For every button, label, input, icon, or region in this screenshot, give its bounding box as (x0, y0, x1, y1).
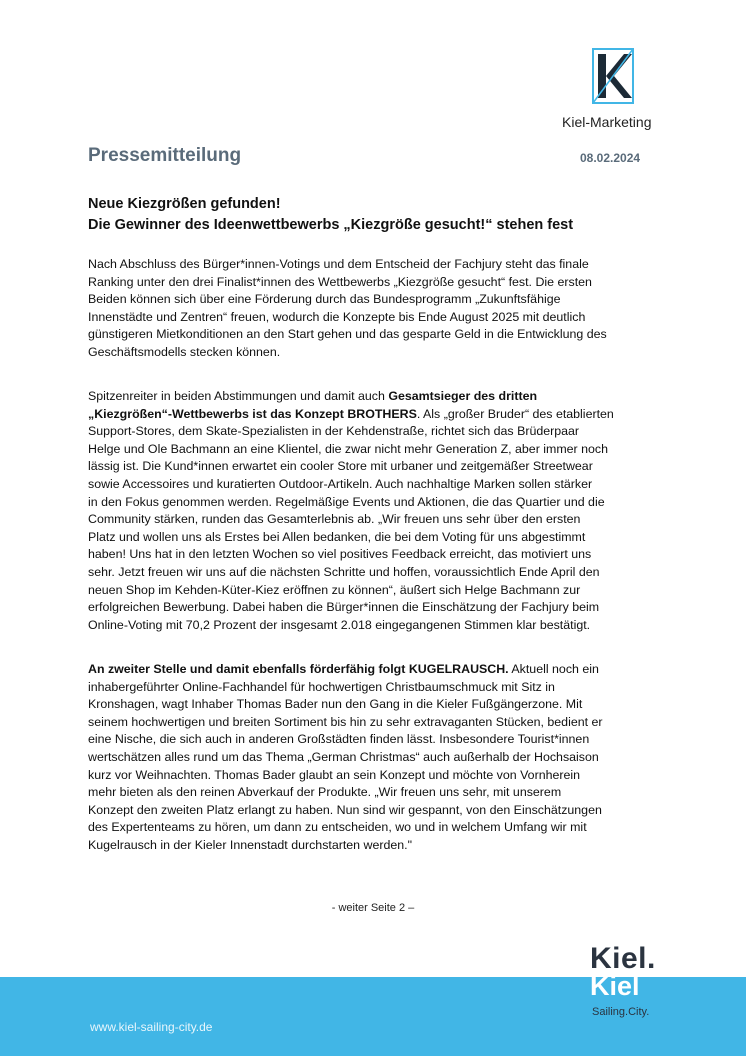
text-line: des Expertenteams zu hören, um dann zu entscheiden, wo und in welchem Umfang wir mit (88, 820, 587, 835)
headline-line: Die Gewinner des Ideenwettbewerbs „Kiezgröße gesucht!“ stehen fest (88, 217, 574, 233)
text-line: Kronshagen, wagt Inhaber Thomas Bader nun den Gang in die Kieler Fußgängerzone. Mit (88, 697, 583, 712)
text-line: günstigeren Mietkonditionen an den Start gehen und das gesparte Geld in die Entwicklung des (88, 327, 607, 342)
paragraph-kugelrausch (88, 661, 688, 855)
text-line: Geschäftsmodells stecken können. (88, 344, 281, 359)
brand-tagline: Sailing.City. (592, 1006, 650, 1018)
text-line: Konzept den zweiten Platz erlangt zu haben. Nun sind wir gespannt, von den Einschätzungen (88, 802, 602, 817)
headline-line: Neue Kiezgrößen gefunden! (88, 196, 281, 212)
text-span: . Als „großer Bruder“ des etablierten (416, 406, 614, 421)
page-title: Pressemitteilung (88, 145, 242, 166)
brand-bottom: Kiel (590, 971, 640, 1001)
text-line (88, 661, 688, 679)
text-line: Helge und Ole Bachmann an eine Klientel, die zwar nicht mehr Generation Z, aber immer noch (88, 441, 608, 456)
text-span: Aktuell noch ein (508, 662, 599, 676)
paragraph-intro (88, 256, 688, 362)
text-line: Online-Voting mit 70,2 Prozent der insgesamt 2.018 eingegangenen Stimmen klar bestätigt. (88, 617, 591, 632)
paragraph-brothers (88, 388, 688, 634)
brand-top: Kiel. (590, 942, 656, 975)
text-line: erfolgreichen Bewerbung. Dabei haben die Bürger*innen die Einschätzung der Fachjury beim (88, 600, 600, 615)
text-line: eine Nische, die sich auch in anderen Großstädten finden lässt. Insbesondere Tourist*innen (88, 732, 590, 747)
text-line: haben! Uns hat in den letzten Wochen so viel positives Feedback erreicht, das motiviert uns (88, 547, 592, 562)
bold-text: „Kiezgrößen“-Wettbewerbs ist das Konzept BROTHERS (88, 406, 417, 421)
text-line: Beiden können sich über eine Förderung durch das Bundesprogramm „Zukunftsfähige (88, 292, 561, 307)
footer-url-link[interactable]: www.kiel-sailing-city.de (90, 1020, 213, 1034)
text-line: Kugelrausch in der Kieler Innenstadt durchstarten werden." (88, 837, 412, 852)
text-line: mehr bieten als den reinen Abverkauf der Produkte. „Wir freuen uns sehr, mit unserem (88, 785, 562, 800)
text-line (88, 388, 688, 406)
page-continuation: - weiter Seite 2 – (331, 902, 415, 914)
text-line: Innenstädte und Zentren“ freuen, wodurch die Konzepte bis Ende August 2025 mit deutlich (88, 309, 586, 324)
text-line: wertschätzen alles rund um das Thema „German Christmas“ auch außerhalb der Hochsaison (88, 749, 599, 764)
kiel-sailing-city-logo (590, 944, 680, 1018)
bold-text: Gesamtsieger des dritten (388, 389, 538, 403)
text-line: Community stärken, runden das Gesamterlebnis ab. „Wir freuen uns sehr über den ersten (88, 512, 581, 527)
text-line: lässig ist. Die Kund*innen erwartet ein cooler Store mit urbaner und zeitgemäßer Streetwear (88, 459, 593, 474)
text-line: Ranking unter den drei Finalist*innen des Wettbewerbs „Kiezgröße gesucht“ fest. Die ersten (88, 274, 592, 289)
headline (88, 194, 688, 236)
logo-text: Kiel-Marketing (562, 114, 652, 130)
kiel-marketing-k-icon (592, 48, 634, 104)
press-date: 08.02.2024 (580, 151, 641, 165)
text-line: neuen Shop im Kehden-Küter-Kiez eröffnen zu können“, äußert sich Helge Bachmann zur (88, 582, 581, 597)
text-line: in den Fokus genommen werden. Regelmäßige Events und Aktionen, die das Quartier und die (88, 494, 605, 509)
text-line: inhabergeführter Online-Fachhandel für hochwertigen Christbaumschmuck mit Sitz in (88, 679, 555, 694)
text-line: Support-Stores, dem Skate-Spezialisten in der Kehdenstraße, richtet sich das Brüderpaar (88, 424, 580, 439)
text-line: kurz vor Weihnachten. Thomas Bader glaubt an sein Konzept und möchte von Vornherein (88, 767, 581, 782)
bold-text: An zweiter Stelle und damit ebenfalls förderfähig folgt KUGELRAUSCH. (88, 662, 509, 676)
text-line: sowie Accessoires und kuratierten Outdoor-Artikeln. Auch nachhaltige Marken sollen stärker (88, 476, 593, 491)
text-line: sehr. Jetzt freuen wir uns auf die nächsten Schritte und hoffen, voraussichtlich Ende April den (88, 564, 600, 579)
text-span: Spitzenreiter in beiden Abstimmungen und damit auch (88, 389, 389, 403)
text-line: seinem hochwertigen und breiten Sortiment bis hin zu sehr extravaganten Stücken, bedient er (88, 714, 603, 729)
text-line (88, 406, 688, 424)
text-line: Platz und wollen uns als Erstes bei Allen bedanken, die bei dem Voting für uns abgestimmt (88, 529, 586, 544)
text-line: Nach Abschluss des Bürger*innen-Votings und dem Entscheid der Fachjury steht das finale (88, 257, 589, 271)
